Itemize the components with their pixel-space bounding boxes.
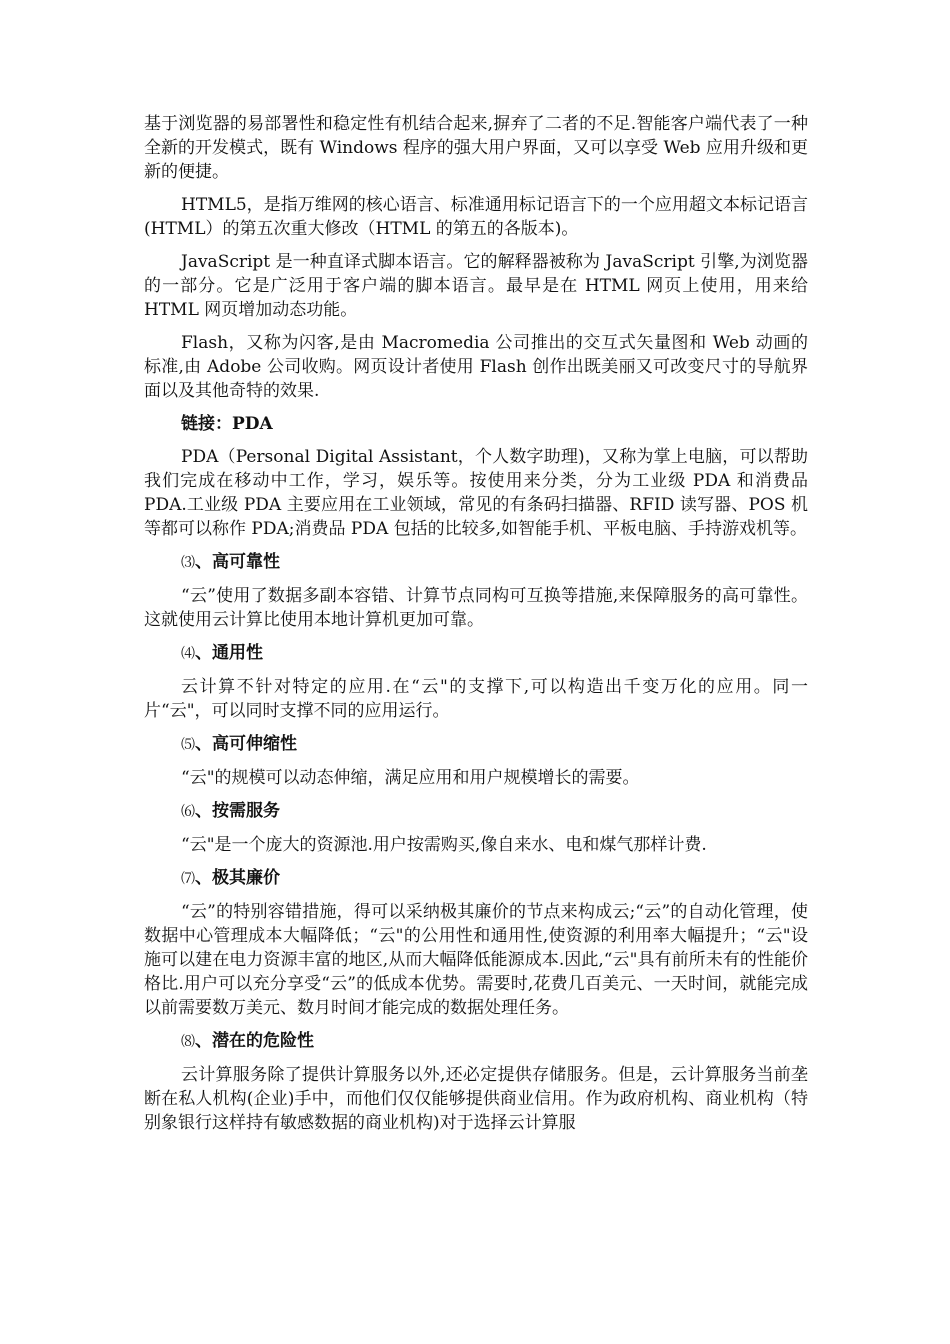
section-title: 、潜在的危险性 — [195, 1031, 314, 1051]
paragraph-smart-client: 基于浏览器的易部署性和稳定性有机结合起来,摒弃了二者的不足.智能客户端代表了一种全新的开发模式，既有 Windows 程序的强大用户界面，又可以享受 Web 应用升级和更新的便捷。 — [144, 114, 808, 182]
paragraph-html5: HTML5，是指万维网的核心语言、标准通用标记语言下的一个应用超文本标记语言(HTML）的第五次重大修改（HTML 的第五的各版本)。 — [144, 195, 808, 239]
document-page — [144, 112, 808, 1135]
section-title: 、高可靠性 — [195, 552, 280, 572]
section-heading-reliability — [144, 550, 808, 575]
paragraph-pda: PDA（Personal Digital Assistant，个人数字助理)，又称为掌上电脑，可以帮助我们完成在移动中工作，学习，娱乐等。按使用来分类，分为工业级 PDA 和消费品 PDA.工业级 PDA 主要应用在工业领域，常见的有条码扫描器、RFID 读写器、POS 机等都可以称作 PDA;消费品 PDA 包括的比较多,如智能手机、平板电脑、手持游戏机等。 — [144, 447, 808, 539]
section-number: ⑺ — [181, 871, 195, 887]
section-number: ⑷ — [181, 646, 195, 662]
section-body-low-cost: “云”的特别容错措施，得可以采纳极其廉价的节点来构成云;“云”的自动化管理，使数据中心管理成本大幅降低；“云"的公用性和通用性,使资源的利用率大幅提升；“云"设施可以建在电力资源丰富的地区,从而大幅降低能源成本.因此,“云"具有前所未有的性能价格比.用户可以充分享受“云”的低成本优势。需要时,花费几百美元、一天时间，就能完成以前需要数万美元、数月时间才能完成的数据处理任务。 — [144, 902, 808, 1018]
section-heading-low-cost — [144, 866, 808, 891]
section-title: 、按需服务 — [195, 801, 280, 821]
link-pda-heading: 链接：PDA — [181, 414, 273, 434]
section-number: ⑹ — [181, 804, 195, 820]
section-body-on-demand: “云"是一个庞大的资源池.用户按需购买,像自来水、电和煤气那样计费. — [181, 835, 707, 855]
section-heading-scalability — [144, 732, 808, 757]
section-body-generality: 云计算不针对特定的应用.在“云"的支撑下,可以构造出千变万化的应用。同一片“云"，可以同时支撑不同的应用运行。 — [144, 677, 808, 721]
section-body-risk: 云计算服务除了提供计算服务以外,还必定提供存储服务。但是，云计算服务当前垄断在私人机构(企业)手中，而他们仅仅能够提供商业信用。作为政府机构、商业机构（特别象银行这样持有敏感数据的商业机构)对于选择云计算服 — [144, 1065, 808, 1133]
paragraph-flash: Flash，又称为闪客,是由 Macromedia 公司推出的交互式矢量图和 Web 动画的标准,由 Adobe 公司收购。网页设计者使用 Flash 创作出既美丽又可改变尺寸的导航界面以及其他奇特的效果. — [144, 333, 808, 401]
section-body-scalability: “云"的规模可以动态伸缩，满足应用和用户规模增长的需要。 — [181, 768, 640, 788]
section-heading-on-demand — [144, 799, 808, 824]
section-title: 、通用性 — [195, 643, 263, 663]
section-number: ⑻ — [181, 1034, 195, 1050]
section-body-reliability: “云”使用了数据多副本容错、计算节点同构可互换等措施,来保障服务的高可靠性。这就使用云计算比使用本地计算机更加可靠。 — [144, 586, 808, 630]
section-heading-generality — [144, 641, 808, 666]
section-number: ⑶ — [181, 555, 195, 571]
section-title: 、高可伸缩性 — [195, 734, 297, 754]
section-title: 、极其廉价 — [195, 868, 280, 888]
section-number: ⑸ — [181, 737, 195, 753]
section-heading-risk — [144, 1029, 808, 1054]
paragraph-javascript: JavaScript 是一种直译式脚本语言。它的解释器被称为 JavaScript 引擎,为浏览器的一部分。它是广泛用于客户端的脚本语言。最早是在 HTML 网页上使用，用来给 HTML 网页增加动态功能。 — [144, 252, 808, 320]
